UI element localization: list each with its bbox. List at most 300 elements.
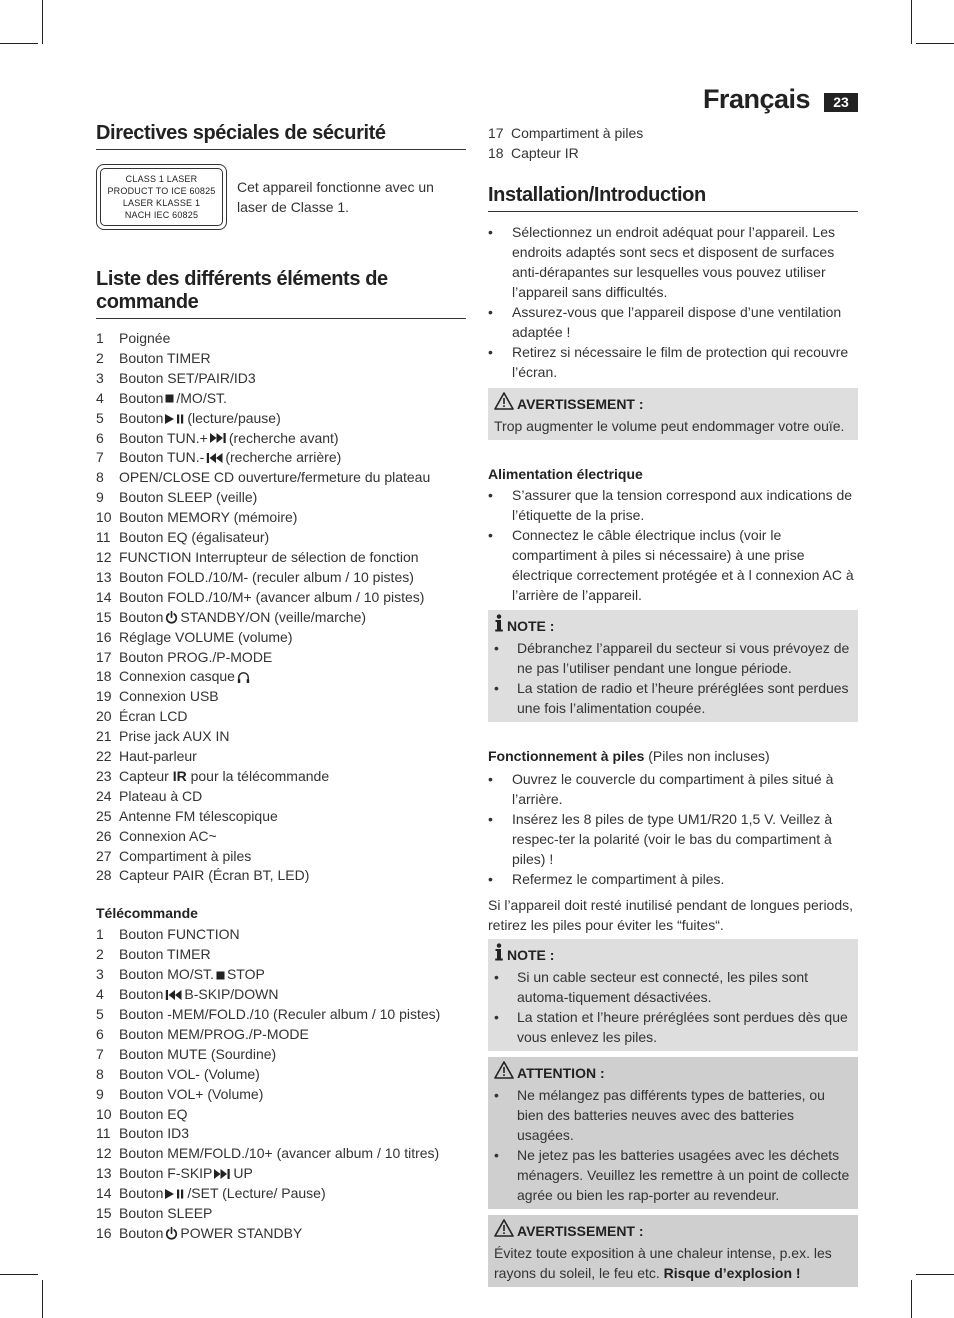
item-label: Bouton FOLD./10/M+ (avancer album / 10 pistes) [119,588,425,605]
play-pause-icon [165,1189,185,1199]
list-item [96,1005,466,1025]
item-label: Capteur IR [511,144,579,161]
list-item [96,667,466,687]
play-pause-icon [165,414,185,424]
list-item [96,1184,466,1204]
controls-list-continued [488,124,858,164]
bullet-text: Ne jetez pas les batteries usagées avec les déchets ménagers. Veuillez les remettre à un point de collecte agrée ou bien les rap-porter au revendeur. [517,1146,850,1203]
item-text [119,329,170,349]
item-text [119,488,257,508]
bullet-glyph: • [488,810,493,827]
item-number: 2 [96,349,104,366]
battery-paragraph: Si l’appareil doit resté inutilisé pendant de longues periods, retirez les piles pour éviter les “fuites“. [488,896,854,933]
item-label: Bouton VOL+ (Volume) [119,1085,264,1102]
item-number: 17 [488,125,504,141]
item-label-suffix: UP [233,1165,253,1182]
item-text [119,847,251,867]
item-label-suffix: B-SKIP/DOWN [184,986,279,1003]
page-language-title: Français [702,84,810,114]
laser-label-line: PRODUCT TO ICE 60825 [107,186,216,196]
bullet-item [488,769,858,809]
laser-section [96,164,466,230]
next-track-icon [214,1169,231,1179]
page-number-badge: 23 [824,93,858,112]
bullet-glyph: • [494,1008,499,1025]
item-number: 7 [96,1045,104,1062]
bullet-glyph: • [488,303,493,320]
item-label-suffix: /SET (Lecture/ Pause) [187,1185,326,1202]
bullet-text: Ne mélangez pas différents types de batteries, ou bien des batteries neuves avec des batteries usagées. [517,1086,825,1143]
item-label: Bouton -MEM/FOLD./10 (Reculer album / 10 pistes) [119,1006,441,1022]
list-item [96,985,466,1005]
item-number: 17 [96,648,112,665]
attention-box [488,1057,858,1209]
item-number: 4 [96,986,104,1003]
crop-mark [916,1274,954,1275]
list-item [96,1065,466,1085]
item-text [119,448,341,468]
item-number: 14 [96,588,112,605]
item-label: Réglage VOLUME (volume) [119,628,293,645]
item-label: Bouton SLEEP (veille) [119,489,258,506]
item-number: 13 [96,1165,112,1182]
item-number: 3 [96,369,104,386]
item-text [119,767,329,787]
item-number: 20 [96,708,112,725]
item-number: 21 [96,728,112,745]
next-track-icon [210,433,227,443]
item-text [119,807,278,827]
list-item [96,468,466,488]
remote-list [96,925,466,1244]
item-label: Bouton [119,1185,164,1202]
item-label: Bouton MO/ST. [119,966,214,983]
bullet-glyph: • [488,223,493,240]
item-label: Prise jack AUX IN [119,728,230,745]
list-item [96,1105,466,1125]
item-label: Compartiment à piles [119,847,252,864]
item-label: FUNCTION Interrupteur de sélection de fonction [119,548,419,565]
list-item [96,628,466,648]
item-text [119,1065,260,1085]
item-text [511,124,643,144]
list-item [96,488,466,508]
item-text [119,1025,309,1045]
item-label-suffix: STANDBY/ON (veille/marche) [180,608,367,625]
item-number: 14 [96,1185,112,1202]
note-title: NOTE : [507,946,555,963]
warning-triangle-icon [494,1061,517,1085]
bullet-item [488,485,858,525]
item-number: 19 [96,688,112,705]
item-text [119,508,297,528]
item-label-suffix: (lecture/pause) [187,409,281,426]
item-text [511,144,579,164]
attention-bullets [494,1085,852,1205]
item-text [119,429,339,449]
item-label: Bouton MEM/FOLD./10+ (avancer album / 10 titres) [119,1145,440,1162]
laser-label-line: NACH IEC 60825 [124,210,199,220]
item-label: Bouton FUNCTION [119,926,240,943]
bullet-item [494,1007,852,1047]
bullet-text: Assurez-vous que l’appareil dispose d’une ventilation adaptée ! [512,303,842,340]
bullet-text: Refermez le compartiment à piles. [512,870,725,887]
note-box-power [488,610,858,722]
item-text [119,1124,189,1144]
list-item [96,727,466,747]
item-text [119,1184,326,1204]
list-item [96,1144,466,1164]
item-text [119,1144,439,1164]
item-number: 6 [96,1025,104,1042]
item-number: 6 [96,429,104,446]
warning-text: Trop augmenter le volume peut endommager votre ouïe. [494,417,845,434]
list-item [96,349,466,369]
item-label: Bouton [119,1224,164,1241]
right-column [488,124,858,1287]
list-item [96,965,466,985]
item-number: 27 [96,847,112,864]
warning-triangle-icon [494,1219,517,1243]
item-text [119,1204,212,1224]
item-label: Bouton FOLD./10/M- (reculer album / 10 pistes) [119,568,414,585]
item-text [119,1005,440,1025]
item-number: 3 [96,966,104,983]
list-item [96,827,466,847]
item-label: Connexion AC~ [119,827,217,844]
item-number: 5 [96,409,104,426]
item-number: 16 [96,628,112,645]
list-item [96,767,466,787]
item-text [119,985,279,1005]
item-label: Bouton MUTE (Sourdine) [119,1045,277,1062]
list-item [488,144,858,164]
list-item [96,945,466,965]
stop-icon [165,394,174,403]
laser-class-label [96,164,227,230]
item-label: Capteur [119,767,169,784]
item-label: Écran LCD [119,708,188,725]
item-label: Bouton TUN.- [119,449,205,466]
bullet-glyph: • [494,1086,499,1103]
bullet-glyph: • [494,639,499,656]
item-number: 16 [96,1224,112,1241]
list-item [488,124,858,144]
item-label-suffix: POWER STANDBY [180,1224,303,1241]
item-number: 12 [96,548,112,565]
item-number: 10 [96,1105,112,1122]
list-item [96,1204,466,1224]
item-text [119,568,414,588]
item-text [119,468,430,488]
item-label-suffix: /MO/ST. [176,389,227,406]
item-label: Bouton F-SKIP [119,1165,213,1182]
power-title: Alimentation électrique [488,465,643,482]
item-text [119,349,211,369]
item-label-suffix: STOP [226,966,265,983]
item-number: 5 [96,1006,104,1022]
item-text [119,866,309,886]
item-number: 18 [488,144,504,161]
item-text [119,1224,302,1244]
list-item [96,925,466,945]
bullet-text: La station de radio et l’heure préréglées sont perdues une fois l’alimentation coupée. [517,679,849,716]
item-number: 11 [96,529,111,546]
item-label: Bouton [119,389,164,406]
item-number: 9 [96,489,104,506]
list-item [96,329,466,349]
list-item [96,369,466,389]
list-item [96,548,466,568]
list-item [96,1025,466,1045]
item-label: Bouton TUN.+ [119,429,208,446]
item-number: 8 [96,1065,104,1082]
bullet-item [488,222,858,302]
list-item [96,1124,466,1144]
list-item [96,409,466,429]
list-item [96,807,466,827]
item-number: 26 [96,827,112,844]
laser-description: Cet appareil fonctionne avec un laser de Classe 1. [237,179,434,215]
item-label: Antenne FM télescopique [119,807,278,824]
bullet-text: Insérez les 8 piles de type UM1/R20 1,5 V. Veillez à respec-ter la polarité (voir le bas du compartiment à piles) ! [512,810,833,867]
warning-title: AVERTISSEMENT : [517,1222,644,1239]
item-label: Bouton VOL- (Volume) [119,1065,260,1082]
item-label: Bouton EQ (égalisateur) [119,529,270,546]
item-label-suffix: (recherche avant) [228,429,339,446]
list-item [96,588,466,608]
list-item [96,707,466,727]
laser-label-line: CLASS 1 LASER [125,174,198,184]
item-number: 15 [96,1205,112,1222]
crop-mark [42,1280,43,1318]
bullet-glyph: • [494,1146,499,1163]
bullet-text: La station et l’heure préréglées sont perdues dès que vous enlevez les piles. [517,1008,848,1045]
stop-icon [216,971,225,980]
item-text [119,827,217,847]
bullet-text: Débranchez l’appareil du secteur si vous prévoyez de ne pas l’utiliser pendant une longue période. [517,639,850,676]
item-text [119,925,240,945]
item-number: 25 [96,807,112,824]
left-column [96,122,466,1244]
item-number: 13 [96,568,112,585]
crop-mark [916,43,954,44]
item-text [119,588,424,608]
item-number: 10 [96,509,112,526]
bullet-glyph: • [494,968,499,985]
bullet-item [494,1145,852,1205]
item-label: Connexion casque [119,668,235,685]
crop-mark [0,1274,38,1275]
warning-text: Évitez toute exposition à une chaleur intense, p.ex. les rayons du soleil, le feu etc. Risque d’explosion ! [494,1244,832,1281]
item-text [119,707,187,727]
item-bold: IR [172,767,187,784]
headphones-icon [237,671,250,684]
item-text [119,945,211,965]
item-label: Bouton [119,608,164,625]
power-icon [165,1227,178,1240]
controls-list [96,329,466,886]
item-number: 28 [96,867,112,884]
bullet-text: Ouvrez le couvercle du compartiment à piles situé à l’arrière. [512,770,834,807]
item-label: Bouton EQ [119,1105,188,1122]
note-bullets [494,967,852,1047]
battery-title-note: (Piles non incluses) [648,747,770,764]
info-icon [494,614,507,638]
item-number: 9 [96,1085,104,1102]
item-number: 11 [96,1125,111,1142]
bullet-item [494,967,852,1007]
controls-title: Liste des différents éléments de commande [96,268,466,319]
bullet-glyph: • [494,679,499,696]
item-text [119,747,197,767]
bullet-glyph: • [488,486,493,503]
bullet-item [488,342,858,382]
item-text [119,628,293,648]
item-label: Bouton TIMER [119,946,211,963]
item-label: Capteur PAIR (Écran BT, LED) [119,867,310,884]
list-item [96,389,466,409]
list-item [96,528,466,548]
item-label: Bouton MEMORY (mémoire) [119,509,298,526]
bullet-text: Sélectionnez un endroit adéquat pour l’appareil. Les endroits adaptés sont secs et disposent de surfaces anti-dérapantes sur lesquelles vous pouvez utiliser l’appareil sans difficultés. [512,223,836,300]
item-label-suffix: pour la télécommande [190,767,330,784]
item-text [119,389,227,409]
bullet-item [488,809,858,869]
item-number: 1 [96,926,104,943]
note-title: NOTE : [507,617,555,634]
warning-title: AVERTISSEMENT : [517,395,644,412]
item-label: OPEN/CLOSE CD ouverture/fermeture du plateau [119,469,431,486]
list-item [96,866,466,886]
list-item [96,1085,466,1105]
list-item [96,429,466,449]
item-label: Bouton MEM/PROG./P-MODE [119,1025,309,1042]
item-label: Connexion USB [119,688,219,705]
item-label: Bouton SET/PAIR/ID3 [119,369,256,386]
warning-box-volume [488,388,858,440]
list-item [96,608,466,628]
list-item [96,568,466,588]
bullet-text: S’assurer que la tension correspond aux indications de l’étiquette de la prise. [512,486,853,523]
list-item [96,847,466,867]
item-number: 22 [96,748,112,765]
bullet-glyph: • [488,870,493,887]
explosion-risk: Risque d’explosion ! [663,1264,801,1281]
bullet-item [488,525,858,605]
bullet-text: Retirez si nécessaire le film de protection qui recouvre l’écran. [512,343,849,380]
item-label: Bouton [119,986,164,1003]
item-text [119,369,256,389]
power-icon [165,611,178,624]
installation-title: Installation/Introduction [488,184,858,212]
item-text [119,965,265,985]
bullet-glyph: • [488,526,493,543]
item-number: 1 [96,330,104,346]
list-item [96,687,466,707]
installation-bullets [488,222,858,382]
item-label: Compartiment à piles [511,125,644,141]
item-label: Bouton ID3 [119,1125,190,1142]
item-text [119,648,272,668]
item-number: 24 [96,787,112,804]
list-item [96,1224,466,1244]
remote-title: Télécommande [96,905,198,922]
list-item [96,648,466,668]
laser-label-line: LASER KLASSE 1 [122,198,201,208]
list-item [96,448,466,468]
item-number: 18 [96,668,112,685]
list-item [96,508,466,528]
item-text [119,1085,263,1105]
crop-mark [42,0,43,44]
bullet-item [494,638,852,678]
warning-box-explosion [488,1215,858,1287]
item-number: 7 [96,449,104,466]
item-text [119,608,366,628]
item-text [119,727,229,747]
item-label: Bouton PROG./P-MODE [119,648,273,665]
item-label: Poignée [119,330,171,346]
bullet-item [488,302,858,342]
battery-bullets [488,769,858,889]
bullet-glyph: • [488,770,493,787]
prev-track-icon [206,453,223,463]
item-label: Bouton SLEEP [119,1205,213,1222]
power-bullets [488,485,858,605]
crop-mark [911,0,912,44]
item-label: Bouton TIMER [119,349,211,366]
crop-mark [911,1280,912,1318]
item-text [119,528,269,548]
note-bullets [494,638,852,718]
crop-mark [0,43,38,44]
bullet-text: Si un cable secteur est connecté, les piles sont automa-tiquement désactivées. [517,968,809,1005]
item-number: 2 [96,946,104,963]
item-number: 4 [96,389,104,406]
item-label: Haut-parleur [119,748,197,765]
item-number: 23 [96,767,112,784]
item-text [119,1164,253,1184]
info-icon [494,943,507,967]
safety-title: Directives spéciales de sécurité [96,122,466,150]
item-text [119,409,281,429]
list-item [96,1045,466,1065]
item-number: 8 [96,469,104,486]
battery-title-line [488,746,858,766]
item-number: 12 [96,1145,112,1162]
bullet-item [494,678,852,718]
bullet-text: Connectez le câble électrique inclus (voir le compartiment à piles si nécessaire) à une prise électrique correctement protégée et à l connexion AC à l’arrière de l’appareil. [512,526,854,603]
attention-title: ATTENTION : [517,1064,605,1081]
warning-triangle-icon [494,392,517,416]
note-box-battery [488,939,858,1051]
item-label: Bouton [119,409,164,426]
bullet-item [494,1085,852,1145]
list-item [96,747,466,767]
item-text [119,1045,276,1065]
battery-title: Fonctionnement à piles [488,747,645,764]
list-item [96,787,466,807]
item-number: 15 [96,608,112,625]
item-text [119,548,419,568]
bullet-glyph: • [488,343,493,360]
item-text [119,787,202,807]
item-label-suffix: (recherche arrière) [225,449,342,466]
item-text [119,687,219,707]
bullet-item [488,869,858,889]
item-label: Plateau à CD [119,787,203,804]
